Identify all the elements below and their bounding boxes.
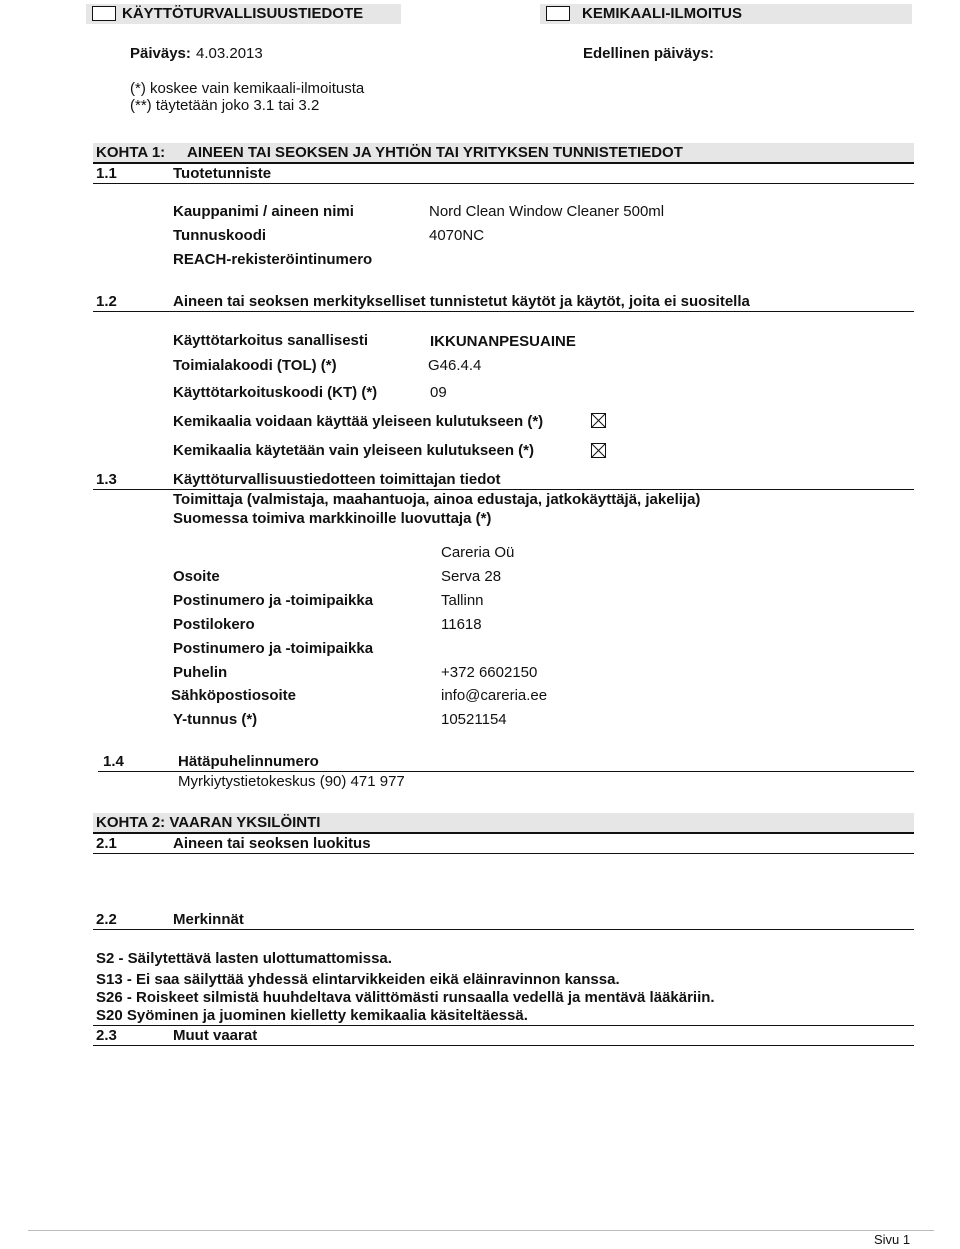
subsection-title: Käyttöturvallisuustiedotteen toimittajan tiedot: [173, 471, 501, 488]
subsection-title: Aineen tai seoksen luokitus: [173, 835, 371, 852]
email-value: info@careria.ee: [441, 687, 548, 704]
divider: [98, 771, 914, 772]
postal2-label: Postinumero ja -toimipaikka: [173, 640, 374, 657]
address-label: Osoite: [173, 568, 220, 585]
ytunnus-value: 10521154: [441, 711, 507, 728]
header-box-label: KÄYTTÖTURVALLISUUSTIEDOTE: [122, 5, 364, 22]
note-taytetaan: (**) täytetään joko 3.1 tai 3.2: [130, 97, 320, 114]
kt-value: 09: [430, 384, 447, 401]
divider: [93, 489, 914, 490]
subsection-number: 2.2: [96, 911, 117, 928]
consumer-use-label-2: Kemikaalia käytetään vain yleiseen kulutukseen (*): [173, 442, 535, 459]
company-name: Careria Oü: [441, 544, 515, 561]
divider: [93, 929, 914, 930]
checkbox-kemikaali-ilmoitus[interactable]: [546, 6, 570, 21]
divider: [93, 162, 914, 164]
footer-line: [28, 1230, 934, 1231]
tol-value: G46.4.4: [428, 357, 482, 374]
ytunnus-label: Y-tunnus (*): [173, 711, 258, 728]
previous-date-label: Edellinen päiväys:: [583, 45, 714, 62]
subsection-number: 2.3: [96, 1027, 117, 1044]
divider: [93, 1025, 914, 1026]
reach-label: REACH-rekisteröintinumero: [173, 251, 373, 268]
subsection-title: Hätäpuhelinnumero: [178, 753, 319, 770]
pobox-value: 11618: [441, 616, 482, 633]
divider: [93, 1045, 914, 1046]
address-value: Serva 28: [441, 568, 502, 585]
subsection-title: Aineen tai seoksen merkitykselliset tunnistetut käytöt ja käytöt, joita ei suositella: [173, 293, 750, 310]
code-label: Tunnuskoodi: [173, 227, 267, 244]
safety-phrase: S2 - Säilytettävä lasten ulottumattomissa.: [96, 950, 392, 967]
email-label: Sähköpostiosoite: [171, 687, 297, 704]
section-title: KOHTA 2: VAARAN YKSILÖINTI: [96, 814, 321, 831]
divider: [93, 853, 914, 854]
subsection-number: 2.1: [96, 835, 117, 852]
header-box-kemikaali-ilmoitus: [540, 4, 912, 24]
trade-name-label: Kauppanimi / aineen nimi: [173, 203, 354, 220]
trade-name-value: Nord Clean Window Cleaner 500ml: [429, 203, 665, 220]
header-box-label: KEMIKAALI-ILMOITUS: [582, 5, 742, 22]
section-title: AINEEN TAI SEOKSEN JA YHTIÖN TAI YRITYKSEN TUNNISTETIEDOT: [187, 144, 683, 161]
page-number: Sivu 1: [874, 1232, 911, 1247]
phone-label: Puhelin: [173, 664, 228, 681]
pobox-label: Postilokero: [173, 616, 255, 633]
date-label: Päiväys:: [130, 45, 191, 62]
consumer-use-label-1: Kemikaalia voidaan käyttää yleiseen kulutukseen (*): [173, 413, 544, 430]
supplier-description-2: Suomessa toimiva markkinoille luovuttaja (*): [173, 510, 492, 527]
checked-box-icon[interactable]: [591, 413, 606, 428]
supplier-description-1: Toimittaja (valmistaja, maahantuoja, ainoa edustaja, jatkokäyttäjä, jakelija): [173, 491, 701, 508]
subsection-title: Merkinnät: [173, 911, 244, 928]
postal-label: Postinumero ja -toimipaikka: [173, 592, 374, 609]
subsection-number: 1.2: [96, 293, 117, 310]
subsection-number: 1.3: [96, 471, 117, 488]
subsection-title: Tuotetunniste: [173, 165, 272, 182]
checkbox-kayttoturvallisuustiedote[interactable]: [92, 6, 116, 21]
safety-phrase: S20 Syöminen ja juominen kielletty kemikaalia käsiteltäessä.: [96, 1007, 528, 1024]
use-value: IKKUNANPESUAINE: [430, 333, 576, 350]
tol-label: Toimialakoodi (TOL) (*): [173, 357, 337, 374]
subsection-title: Muut vaarat: [173, 1027, 258, 1044]
note-kemikaali-ilmoitus: (*) koskee vain kemikaali-ilmoitusta: [130, 80, 365, 97]
safety-phrase: S13 - Ei saa säilyttää yhdessä elintarvikkeiden eikä eläinravinnon kanssa.: [96, 971, 620, 988]
divider: [93, 311, 914, 312]
date-value: 4.03.2013: [196, 45, 263, 62]
subsection-number: 1.4: [103, 753, 124, 770]
section-number: KOHTA 1:: [96, 144, 166, 161]
kt-label: Käyttötarkoituskoodi (KT) (*): [173, 384, 378, 401]
divider: [93, 183, 914, 184]
emergency-number: Myrkiytystietokeskus (90) 471 977: [178, 773, 405, 790]
header-box-kayttoturvallisuustiedote: [86, 4, 401, 24]
code-value: 4070NC: [429, 227, 485, 244]
use-label: Käyttötarkoitus sanallisesti: [173, 332, 369, 349]
safety-phrase: S26 - Roiskeet silmistä huuhdeltava välittömästi runsaalla vedellä ja mentävä lääkäriin.: [96, 989, 715, 1006]
postal-value: Tallinn: [441, 592, 484, 609]
phone-value: +372 6602150: [441, 664, 538, 681]
divider: [93, 832, 914, 834]
checked-box-icon[interactable]: [591, 443, 606, 458]
subsection-number: 1.1: [96, 165, 117, 182]
